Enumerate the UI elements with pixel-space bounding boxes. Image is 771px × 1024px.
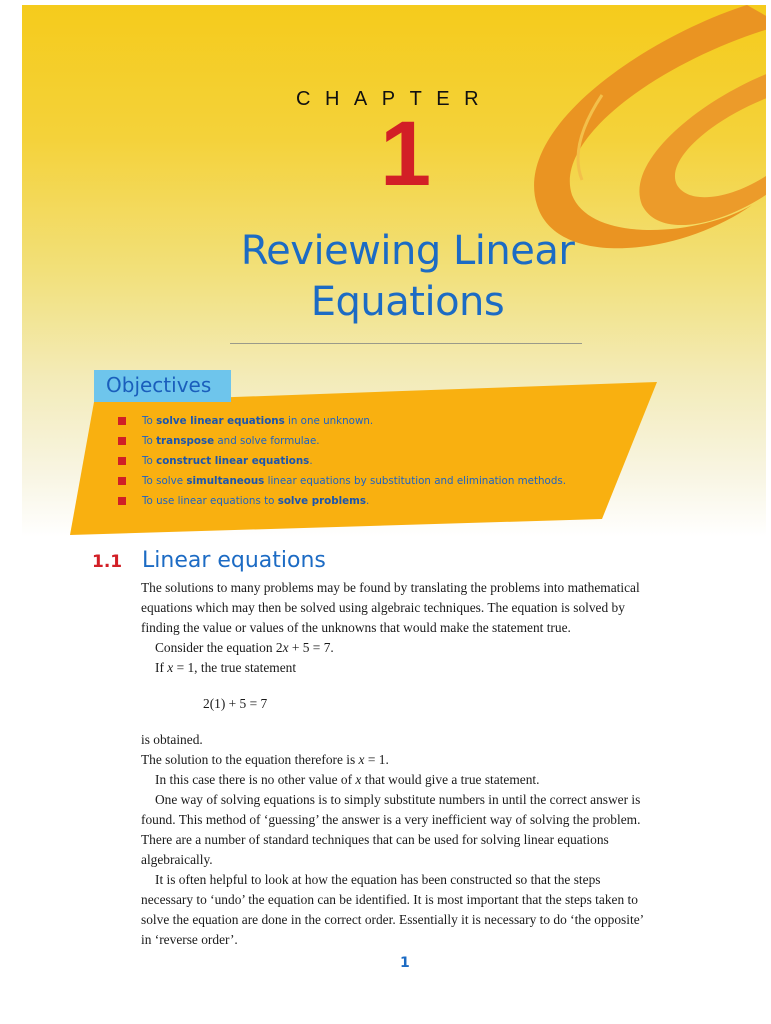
text-segment: = 1. (364, 752, 389, 767)
equation-line (141, 678, 681, 730)
objective-text: . (309, 455, 313, 467)
text-segment: Consider the equation 2 (155, 640, 283, 655)
text-line (141, 870, 681, 890)
text-segment: It is often helpful to look at how the equation has been constructed so that the steps (155, 872, 601, 887)
text-segment: that would give a true statement. (361, 772, 540, 787)
objective-text: To (142, 455, 157, 467)
text-line (141, 770, 681, 790)
text-line (141, 598, 681, 618)
text-segment: 2(1) + 5 = 7 (203, 696, 268, 711)
text-line (141, 850, 681, 870)
objective-keyword: simultaneous (186, 475, 265, 487)
section-title: Linear equations (142, 548, 326, 573)
text-line (141, 910, 681, 930)
text-segment: necessary to ‘undo’ the equation can be identified. It is most important that the steps taken to (141, 892, 638, 907)
bullet-icon (118, 457, 126, 465)
math-variable: x (167, 660, 174, 675)
text-line (141, 578, 681, 598)
text-segment: In this case there is no other value of (155, 772, 356, 787)
text-segment: algebraically. (141, 852, 213, 867)
text-line (141, 638, 681, 658)
text-segment: One way of solving equations is to simply substitute numbers in until the correct answer is (155, 792, 641, 807)
objective-keyword: solve linear equations (156, 415, 285, 427)
objective-text: in one unknown. (284, 415, 374, 427)
text-segment: The solution to the equation therefore is (141, 752, 359, 767)
text-segment: If (155, 660, 168, 675)
text-line (141, 830, 681, 850)
chapter-title-line: Reviewing Linear (240, 228, 575, 274)
text-line (141, 930, 681, 950)
text-segment: in ‘reverse order’. (141, 932, 238, 947)
objective-text: . (365, 495, 370, 507)
objective-item (118, 411, 566, 431)
objective-item (118, 471, 566, 491)
text-line (141, 618, 681, 638)
text-line (141, 750, 681, 770)
objective-text: To (142, 415, 157, 427)
text-segment: is obtained. (141, 732, 203, 747)
math-variable: x (355, 772, 362, 787)
text-line (141, 730, 681, 750)
text-segment: solve the equation are done in the correct order. Essentially it is necessary to do ‘the opposite’ (141, 912, 645, 927)
bullet-icon (118, 477, 126, 485)
objectives-heading: Objectives (94, 370, 231, 402)
objectives-list (118, 411, 566, 511)
text-segment: The solutions to many problems may be found by translating the problems into mathematical (141, 580, 640, 595)
section-body (141, 578, 681, 950)
text-line (141, 790, 681, 810)
bullet-icon (118, 497, 126, 505)
text-segment: equations which may then be solved using algebraic techniques. The equation is solved by (141, 600, 625, 615)
objective-text: and solve formulae. (214, 435, 320, 447)
chapter-title-line: Equations (310, 279, 505, 325)
math-variable: x (358, 752, 365, 767)
objective-text: linear equations by substitution and elimination methods. (264, 475, 567, 487)
objective-text: To use linear equations to (142, 495, 278, 507)
chapter-number: 1 (380, 103, 432, 205)
bullet-icon (118, 417, 126, 425)
chapter-label: CHAPTER (296, 88, 494, 110)
text-segment: + 5 = 7. (288, 640, 334, 655)
text-line (141, 890, 681, 910)
objective-item (118, 451, 566, 471)
text-line (141, 658, 681, 678)
objective-item (118, 431, 566, 451)
math-variable: x (282, 640, 289, 655)
objective-item (118, 491, 566, 511)
text-segment: There are a number of standard techniques that can be used for solving linear equations (141, 832, 609, 847)
objective-text: To (142, 435, 157, 447)
text-segment: found. This method of ‘guessing’ the answer is a very inefficient way of solving the problem. (141, 812, 641, 827)
text-line (141, 810, 681, 830)
objective-keyword: solve problems (277, 495, 366, 507)
objective-keyword: construct linear equations (156, 455, 310, 467)
page-number: 1 (400, 955, 410, 971)
objective-text: To solve (142, 475, 187, 487)
section-number: 1.1 (92, 552, 123, 572)
text-segment: finding the value or values of the unknowns that would make the statement true. (141, 620, 571, 635)
text-segment: = 1, the true statement (173, 660, 297, 675)
objective-keyword: transpose (156, 435, 215, 447)
bullet-icon (118, 437, 126, 445)
